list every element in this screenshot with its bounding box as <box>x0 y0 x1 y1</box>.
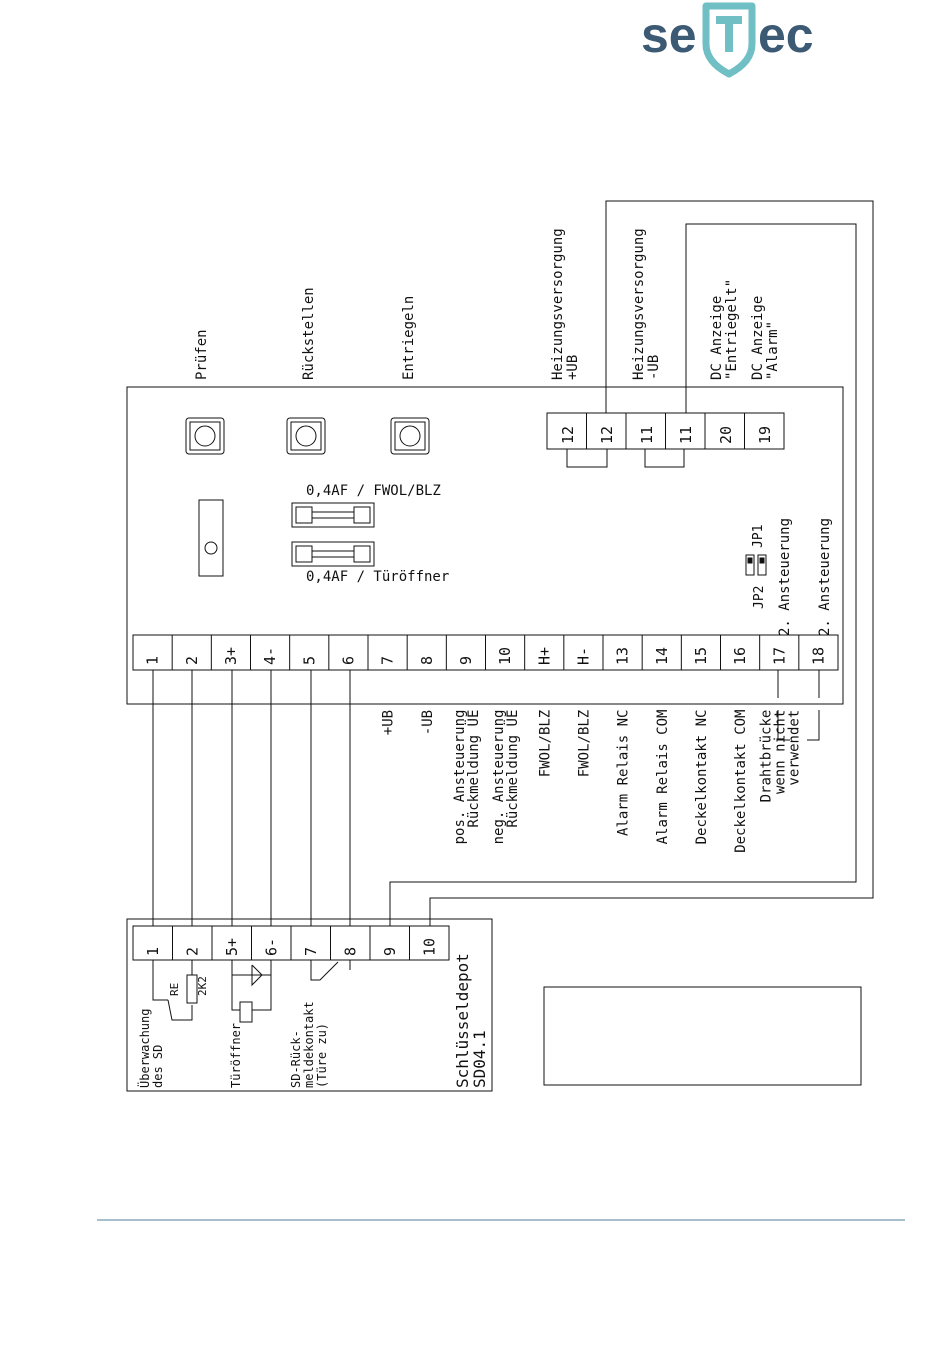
top-terminal-20: 20 <box>717 425 735 444</box>
bottom-terminal-label: 13 <box>613 646 632 665</box>
fuse-fwol-cap-left <box>296 507 312 523</box>
bottom-terminal-label: 15 <box>691 646 710 665</box>
ansteuerung-label-18: 2. Ansteuerung <box>817 517 833 636</box>
sd-overwachung-2: des SD <box>151 1044 165 1088</box>
sd-terminal-label: 9 <box>380 946 399 956</box>
fuses <box>292 503 374 566</box>
terminal-function-label: pos. Ansteuerung <box>451 709 468 845</box>
button-rueckstellen-knob <box>296 426 316 446</box>
bottom-terminal-label: 17 <box>770 646 789 665</box>
bottom-terminal-label: 6 <box>339 655 358 665</box>
top-terminal-12b: 12 <box>598 425 616 444</box>
label-dc-entriegelt-1: DC Anzeige <box>709 295 725 380</box>
terminal-function-label: Deckelkontakt NC <box>693 709 710 845</box>
button-label-rueckstellen: Rückstellen <box>301 287 317 380</box>
label-heiz-minus-2: -UB <box>646 354 662 380</box>
terminal-function-label: Rückmeldung ÜE <box>465 709 482 828</box>
terminal-function-label: FWOL/BLZ <box>537 709 554 778</box>
fuse-label-fwol: 0,4AF / FWOL/BLZ <box>306 483 441 499</box>
top-terminal-11b: 11 <box>677 425 695 444</box>
sd-terminal-label: 10 <box>420 937 439 956</box>
sd-terminal-label: 7 <box>301 946 320 956</box>
terminal-function-label: Drahtbrücke <box>758 709 775 803</box>
bottom-terminal-block <box>133 635 838 670</box>
button-pruefen-knob <box>195 426 215 446</box>
logo-shield-t <box>716 20 742 52</box>
buzzer-circle <box>205 542 217 554</box>
bridge-12 <box>567 449 607 467</box>
push-buttons <box>186 418 429 454</box>
sd-terminal-label: 1 <box>143 946 162 956</box>
sd-rueckmelde-1: SD-Rück- <box>289 1030 303 1088</box>
top-terminal-12a: 12 <box>559 425 577 444</box>
fuse-tuer-cap-left <box>296 546 312 562</box>
sd-rueckmelde-3: (Türe zu) <box>315 1022 329 1088</box>
bottom-terminal-label: 16 <box>731 646 750 665</box>
terminal-function-label: Deckelkontakt COM <box>733 709 750 853</box>
bottom-terminal-label: 8 <box>417 655 436 665</box>
buzzer <box>199 500 223 576</box>
fuse-fwol-cap-right <box>354 507 370 523</box>
notes-box <box>544 987 861 1085</box>
bottom-terminal-label: 2 <box>182 655 201 665</box>
bridge-11 <box>645 449 684 467</box>
ansteuerung-label-17: 2. Ansteuerung <box>777 517 793 636</box>
logo-text-left: se <box>641 7 697 63</box>
bottom-terminal-label: 7 <box>378 655 397 665</box>
terminal-function-label: +UB <box>380 709 397 736</box>
terminal-function-label: verwendet <box>786 709 803 786</box>
button-entriegeln-body <box>391 418 429 454</box>
label-dc-alarm-2: "Alarm" <box>765 320 781 380</box>
top-terminal-11a: 11 <box>638 425 656 444</box>
button-pruefen-body <box>186 418 224 454</box>
jumper-jp1-pin <box>760 558 764 563</box>
fuse-fwol-body <box>312 512 354 518</box>
sd-model: SD04.1 <box>470 1030 489 1088</box>
sd-terminal-label: 5+ <box>222 937 241 956</box>
jumper-label-jp2: JP2 <box>752 585 767 609</box>
jumper-block <box>746 555 766 575</box>
fuse-tuer-body <box>312 551 354 557</box>
diode <box>240 965 265 985</box>
sd-contact-switch <box>311 960 350 980</box>
terminal-function-label: Alarm Relais NC <box>615 709 632 836</box>
terminal-function-label: Alarm Relais COM <box>654 709 671 845</box>
sd-switch-wire-a <box>153 960 168 1000</box>
re-label-1: RE <box>168 982 181 996</box>
jumper-label-jp1: JP1 <box>751 524 766 548</box>
sd-overwachung-1: Überwachung <box>138 1008 152 1088</box>
bottom-terminal-label: 1 <box>143 655 162 665</box>
sd-rueckmelde-2: meldekontakt <box>302 1001 316 1088</box>
button-entriegeln-knob <box>400 426 420 446</box>
terminal-function-label: FWOL/BLZ <box>576 709 593 778</box>
sd-title: Schlüsseldepot <box>453 953 472 1088</box>
bottom-terminal-label: H- <box>574 646 593 665</box>
top-terminal-block <box>547 413 784 449</box>
button-label-pruefen: Prüfen <box>194 329 210 380</box>
terminal-function-label: wenn nicht <box>772 709 789 794</box>
bottom-terminal-label: 14 <box>652 646 671 665</box>
fuse-label-tueroeffner: 0,4AF / Türöffner <box>306 569 450 585</box>
label-dc-entriegelt-2: "Entriegelt" <box>724 278 740 380</box>
bottom-terminal-label: 3+ <box>221 646 240 665</box>
bottom-terminal-label: 9 <box>456 655 475 665</box>
sd-tueroeffner-label: Türöffner <box>229 1022 243 1088</box>
terminal-function-label: -UB <box>419 709 436 736</box>
sd-terminal-label: 6- <box>262 937 281 956</box>
door-opener-coil <box>240 1002 252 1022</box>
button-label-entriegeln: Entriegeln <box>401 295 417 380</box>
fuse-tuer-cap-right <box>354 546 370 562</box>
wires-to-sd <box>153 670 350 926</box>
sd-terminal-label: 8 <box>341 946 360 956</box>
bottom-terminal-label: 5 <box>300 655 319 665</box>
terminal-function-label: neg. Ansteuerung <box>491 709 508 845</box>
sd-terminal-label: 2 <box>183 946 202 956</box>
bottom-terminal-label: 10 <box>496 646 515 665</box>
setec-logo <box>641 6 814 74</box>
sd-internal-wiring <box>153 960 350 1022</box>
top-terminal-19: 19 <box>756 425 774 444</box>
bottom-terminal-label: H+ <box>535 646 554 665</box>
bottom-terminal-label: 4- <box>261 646 280 665</box>
logo-text-right: ec <box>758 7 814 63</box>
jumper-jp2-pin <box>748 558 752 563</box>
label-heiz-plus-2: +UB <box>565 354 581 380</box>
button-rueckstellen-body <box>287 418 325 454</box>
sd-terminal-block <box>133 926 449 960</box>
label-heiz-plus-1: Heizungsversorgung <box>550 228 566 380</box>
terminal-function-label: Rückmeldung ÜE <box>505 709 522 828</box>
bottom-terminal-label: 18 <box>809 646 828 665</box>
label-dc-alarm-1: DC Anzeige <box>750 295 766 380</box>
label-heiz-minus-1: Heizungsversorgung <box>631 228 647 380</box>
re-label-2: 2K2 <box>196 976 209 996</box>
